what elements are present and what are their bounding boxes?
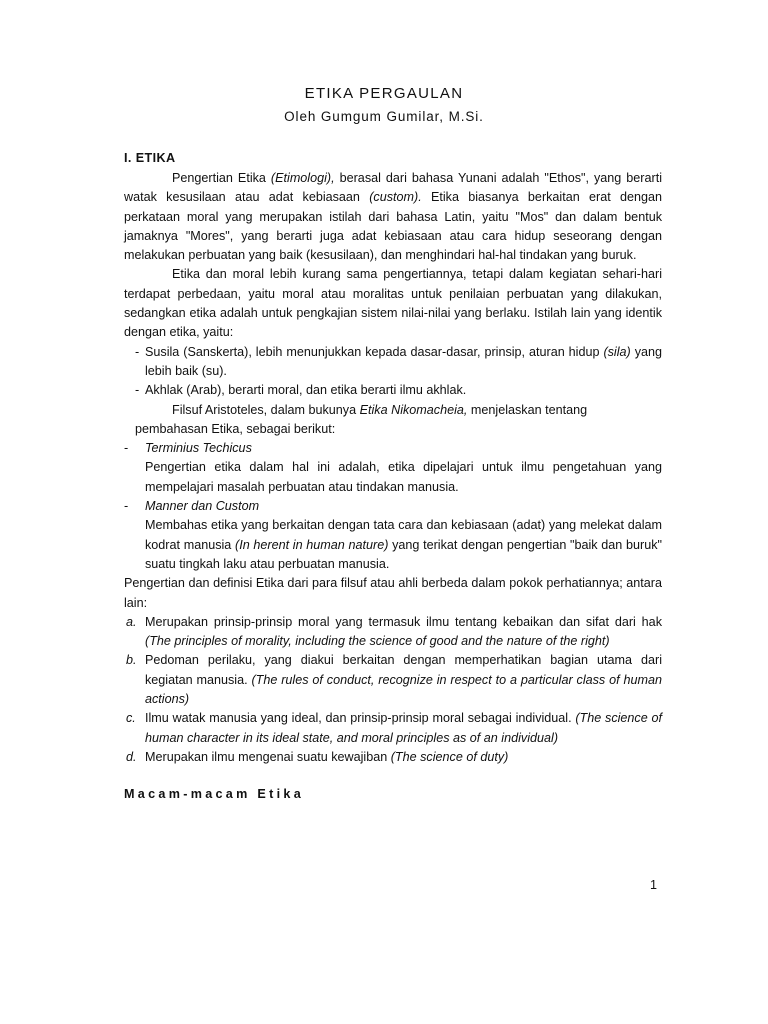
document-title: ETIKA PERGAULAN (304, 85, 464, 102)
text-run: Filsuf Aristoteles, dalam bukunya (172, 402, 360, 417)
list-item-c (124, 709, 662, 748)
bullet-akhlak (124, 381, 662, 400)
text-run: Pengertian Etika (172, 171, 271, 185)
page-number: 1 (650, 878, 658, 892)
text-run: Merupakan ilmu mengenai suatu kewajiban (145, 749, 391, 764)
bullet-marker: - (135, 383, 140, 398)
text-run-italic: (The principles of morality, including the science of good and the nature of the right) (145, 634, 610, 649)
definition-body-terminius: Pengertian etika dalam hal ini adalah, etika dipelajari untuk ilmu pengetahuan yang mempelajari masalah perbuatan atau tindakan manusia. (145, 460, 662, 494)
subheading-macam-etika: Macam-macam Etika (124, 787, 305, 802)
document-author: Oleh Gumgum Gumilar, M.Si. (284, 109, 484, 124)
list-item-b (124, 651, 662, 709)
text-run: Akhlak (Arab), berarti moral, dan etika berarti ilmu akhlak. (145, 383, 467, 398)
list-item-d (124, 748, 662, 767)
text-run: yang terikat dengan pengertian "baik dan buruk" suatu tingkah laku atau perbuatan manusia. (145, 537, 662, 571)
text-run: Merupakan prinsip-prinsip moral yang termasuk ilmu tentang kebaikan dan sifat dari hak (145, 614, 662, 629)
text-run: menjelaskan tentang (467, 402, 588, 417)
text-run-italic: Etika Nikomacheia, (359, 402, 468, 417)
text-run: Membahas etika yang berkaitan dengan tata cara dan kebiasaan (adat) yang melekat dalam kodrat manusia (145, 518, 662, 552)
text-run-italic: (Etimologi), (270, 171, 335, 185)
text-run-italic: (In herent in human nature) (235, 537, 389, 552)
text-run: berasal dari bahasa Yunani adalah "Ethos", yang berarti watak kesusilaan atau adat kebiasaan (124, 171, 662, 205)
list-marker: c. (126, 711, 136, 726)
definition-body-manner (124, 516, 662, 574)
text-run: Ilmu watak manusia yang ideal, dan prinsip-prinsip moral sebagai individual. (145, 711, 576, 726)
text-run: Susila (Sanskerta), lebih menunjukkan kepada dasar-dasar, prinsip, aturan hidup (145, 344, 604, 359)
text-run-italic: (The rules of conduct, recognize in respect to a particular class of human actions) (145, 672, 662, 707)
text-run: yang lebih baik (su). (145, 344, 662, 378)
list-marker: a. (126, 614, 137, 629)
definition-heading-manner (124, 497, 662, 516)
paragraph-etika-moral: Etika dan moral lebih kurang sama pengertiannya, tetapi dalam kegiatan sehari-hari terdapat perbedaan, yaitu moral atau moralitas untuk penilaian perbuatan yang dilakukan, sedangkan etika adalah untuk pengkajian sistem nilai-nilai yang berlaku. Istilah lain yang identik dengan etika, yaitu: (124, 267, 662, 340)
dash-marker: - (124, 499, 129, 514)
paragraph-aristoteles-cont: pembahasan Etika, sebagai berikut: (135, 421, 336, 436)
paragraph-aristoteles (124, 401, 662, 420)
definition-heading-terminius (124, 439, 662, 458)
list-item-a (124, 613, 662, 652)
text-run-italic: (sila) (603, 344, 631, 359)
section-heading: I. ETIKA (124, 151, 176, 165)
paragraph-etimologi (124, 169, 662, 265)
text-run-italic: (The science of human character in its ideal state, and moral principles as of an individual) (145, 711, 662, 745)
paragraph-definisi: Pengertian dan definisi Etika dari para filsuf atau ahli berbeda dalam pokok perhatiannya; antara lain: (124, 576, 662, 610)
definition-term: Terminius Techicus (145, 441, 252, 456)
list-marker: d. (126, 749, 137, 764)
text-run: Pedoman perilaku, yang diakui berkaitan dengan memperhatikan bagian utama dari kegiatan manusia. (145, 653, 662, 687)
document-body (124, 148, 662, 804)
bullet-marker: - (135, 344, 140, 359)
text-run-italic: (The science of duty) (390, 749, 509, 764)
text-run: Etika biasanya berkaitan erat dengan perkataan moral yang merupakan istilah dari bahasa Latin, yaitu "Mos" dan dalam bentuk jamaknya "Mores", yang berarti juga adat kebiasaan atau cara hidup seseorang dengan melakukan perbuatan yang baik (kesusilaan), dan menghindari hal-hal tindakan yang buruk. (124, 190, 663, 263)
dash-marker: - (124, 441, 129, 456)
text-run-italic: (custom). (369, 190, 422, 205)
list-marker: b. (126, 653, 137, 668)
bullet-susila (124, 343, 662, 382)
definition-term: Manner dan Custom (145, 499, 260, 514)
